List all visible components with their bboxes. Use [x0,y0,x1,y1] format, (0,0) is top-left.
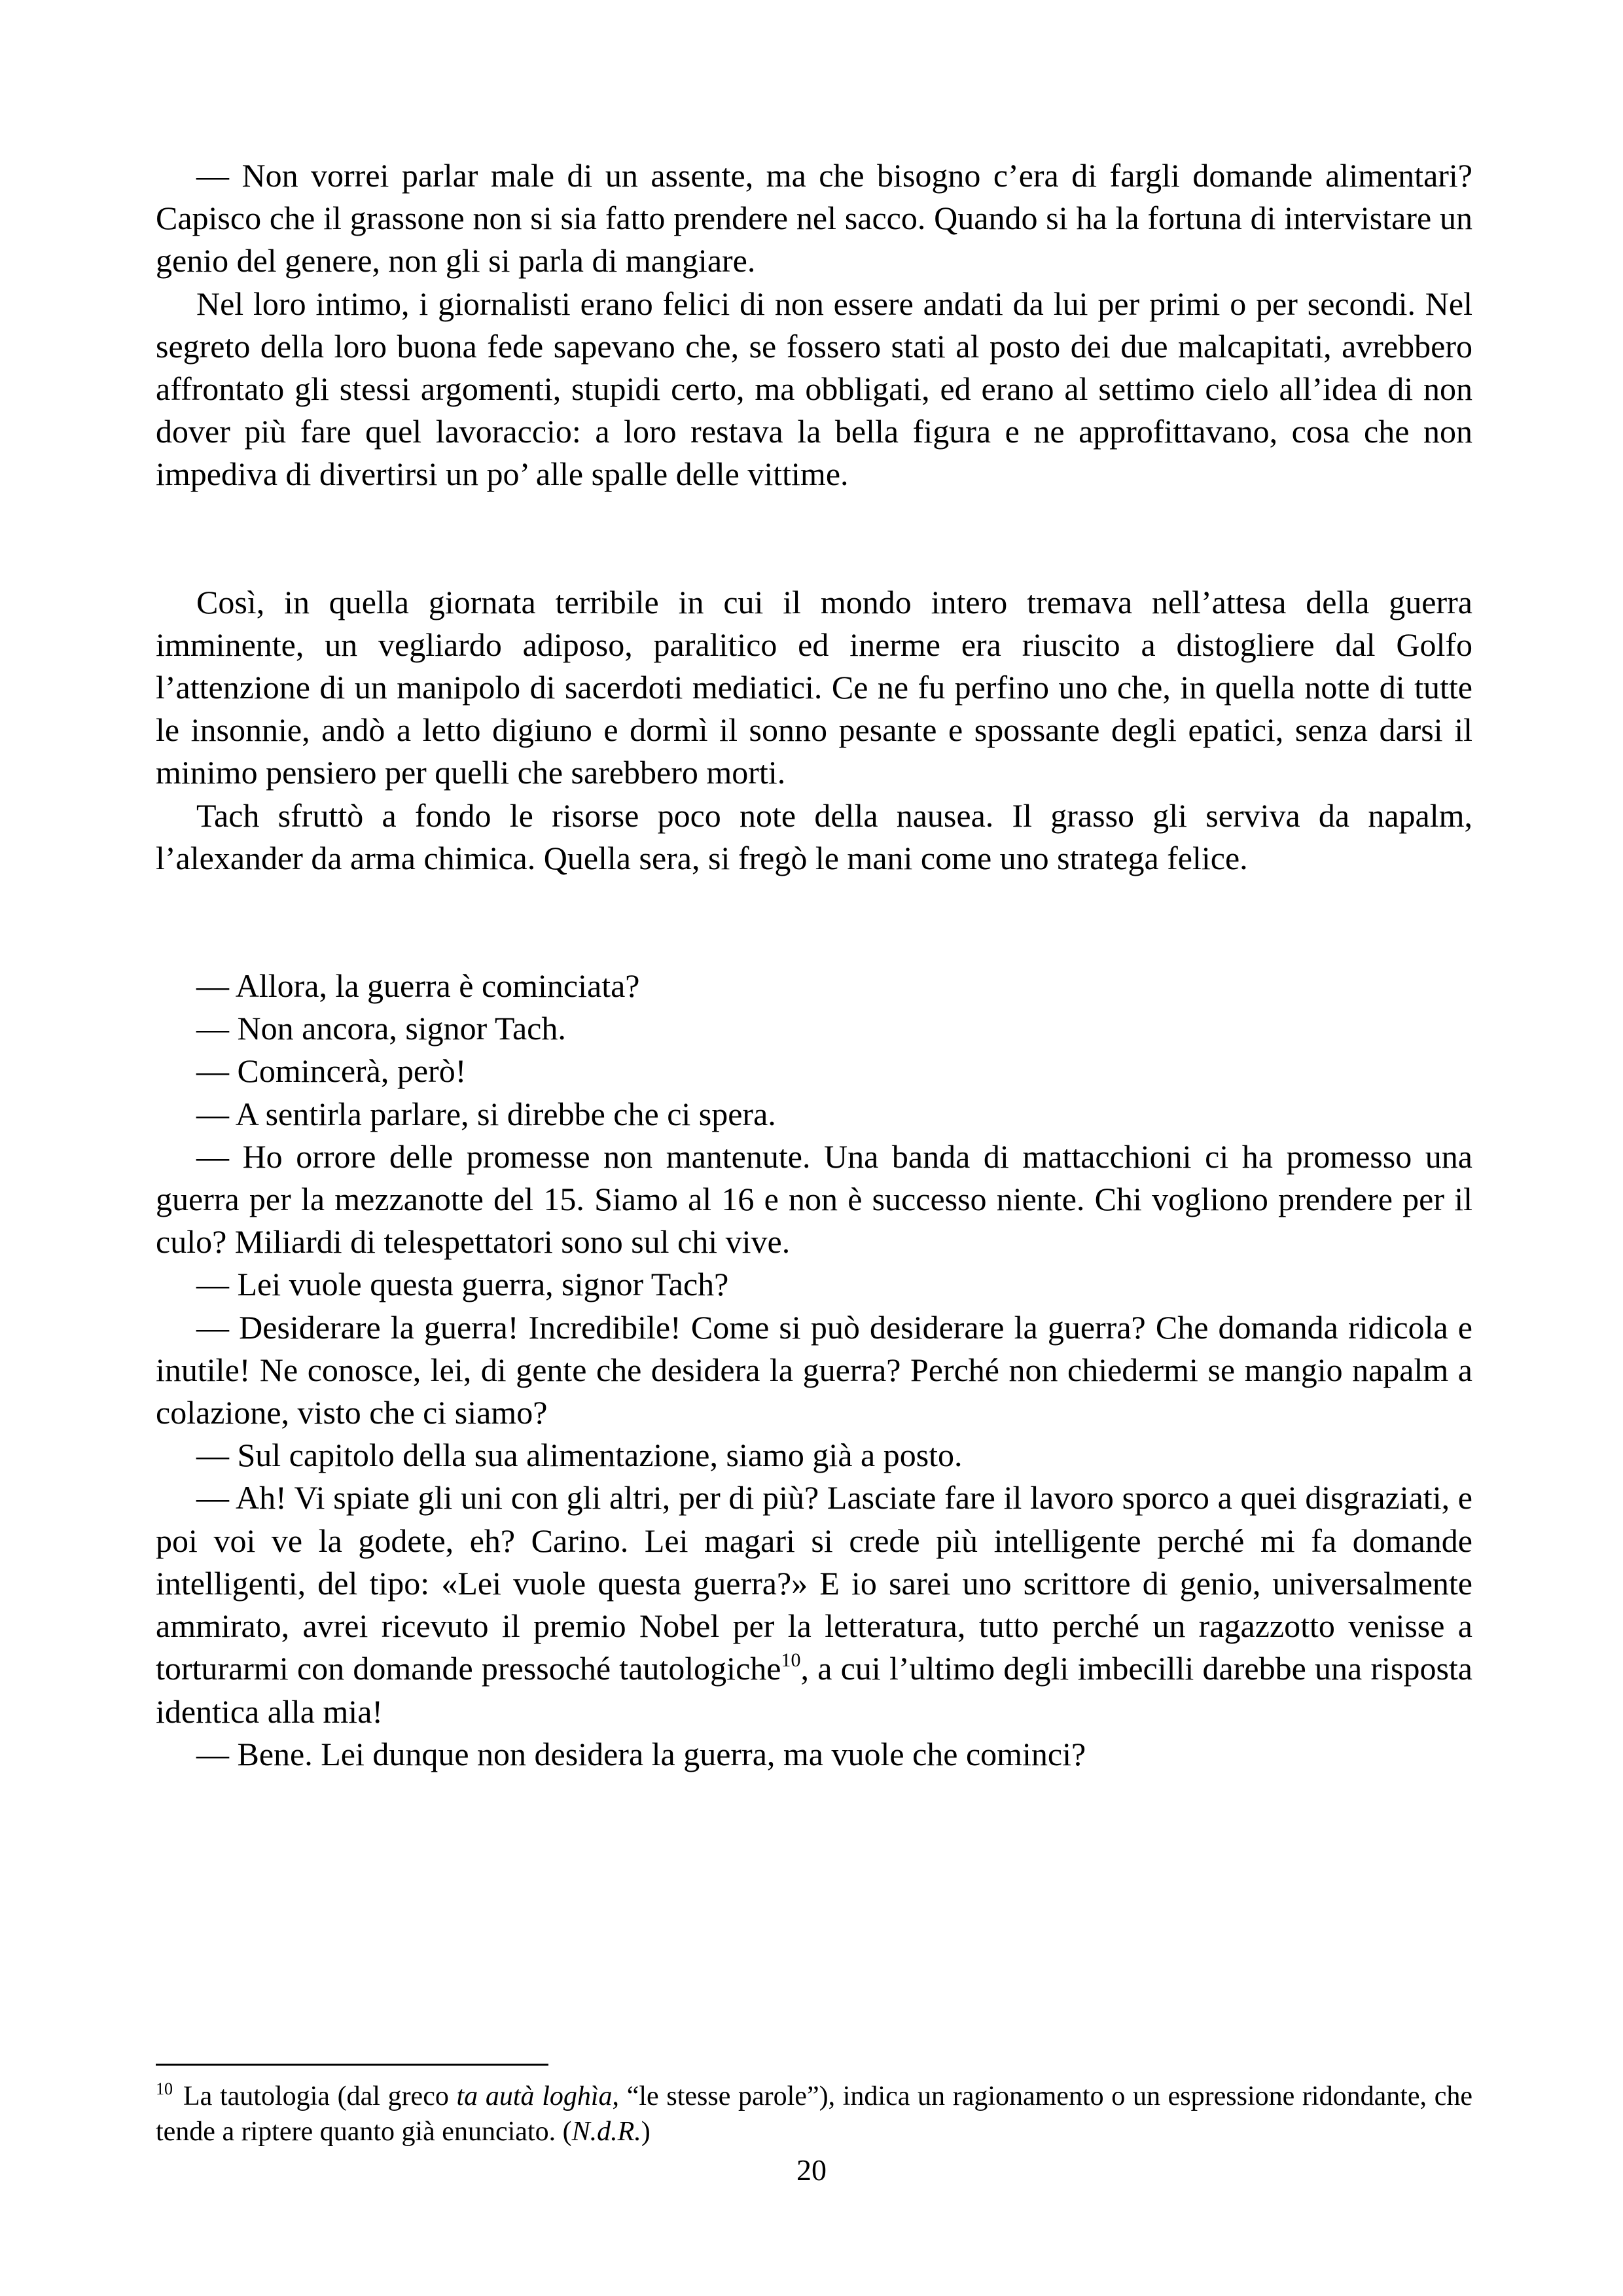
dialogue-line: — Allora, la guerra è cominciata? [196,967,640,1005]
paragraph: Tach sfruttò a fondo le risorse poco note della nausea. Il grasso gli serviva da napalm, l’alexander da arma chimica. Quella sera, si fregò le mani come uno stratega felice. [156,797,1472,876]
dialogue-text: — Ah! Vi spiate gli uni con gli altri, per di più? Lasciate fare il lavoro sporco a quei disgraziati, e poi voi ve la godete, eh? Carino. Lei magari si crede più intelligente perché mi fa domande intelligenti, del tipo: «Lei vuole questa guerra?» E io sarei uno scrittore di genio, universalmente ammirato, avrei ricevuto il premio Nobel per la letteratura, tutto perché un ragazzotto venisse a torturarmi con domande pressoché tautologiche [156,1479,1472,1687]
paragraph: — Non vorrei parlar male di un assente, ma che bisogno c’era di fargli domande alimentari? Capisco che il grassone non si sia fatto prendere nel sacco. Quando si ha la fortuna di intervistare un genio del genere, non gli si parla di mangiare. [156,157,1472,279]
dialogue-line: — A sentirla parlare, si direbbe che ci spera. [196,1095,776,1132]
dialogue-line: — Ho orrore delle promesse non mantenute. Una banda di mattacchioni ci ha promesso una guerra per la mezzanotte del 15. Siamo al 16 e non è successo niente. Chi vogliono prendere per il culo? Miliardi di telespettatori sono sul chi vive. [156,1138,1472,1261]
section-break [156,496,1472,581]
dialogue-text: , a cui l’ultimo degli imbecilli darebbe una risposta identica alla mia! [156,1650,1473,1730]
footnote-text: , “le stesse parole”), indica un ragionamento o un espressione ridondante, che tende a riptere quanto già enunciato. ( [156,2081,1472,2147]
dialogue-line: — Bene. Lei dunque non desidera la guerra, ma vuole che cominci? [196,1735,1086,1772]
footnote-text: La tautologia (dal greco [183,2081,457,2111]
footnote-reference[interactable]: 10 [781,1649,801,1672]
footnote-text: ) [641,2117,651,2147]
paragraph: Nel loro intimo, i giornalisti erano felici di non essere andati da lui per primi o per secondi. Nel segreto della loro buona fede sapevano che, se fossero stati al posto dei due malcapitati, avrebbero affrontato gli stessi argomenti, stupidi certo, ma obbligati, ed erano al settimo cielo all’idea di non dover più fare quel lavoraccio: a loro restava la bella figura e ne approfittavano, cosa che non impediva di divertirsi un po’ alle spalle delle vittime. [156,285,1472,493]
footnote [156,2079,1472,2149]
main-text [156,154,1472,1776]
page-number: 20 [796,2153,827,2187]
dialogue-line: — Sul capitolo della sua alimentazione, siamo già a posto. [196,1437,963,1474]
footnote-mark: 10 [156,2079,173,2098]
footnote-separator [156,2064,548,2066]
paragraph: Così, in quella giornata terribile in cui il mondo intero tremava nell’attesa della guerra imminente, un vegliardo adiposo, paralitico ed inerme era riuscito a distogliere dal Golfo l’attenzione di un manipolo di sacerdoti mediatici. Ce ne fu perfino uno che, in quella notte di tutte le insonnie, andò a letto digiuno e dormì il sonno pesante e spossante degli epatici, senza darsi il minimo pensiero per quelli che sarebbero morti. [156,583,1472,791]
section-break [156,880,1472,965]
dialogue-line: — Lei vuole questa guerra, signor Tach? [196,1266,729,1303]
dialogue-line [156,1477,1472,1732]
footnote-greek-term: ta autà loghìa [456,2081,613,2111]
dialogue-line: — Non ancora, signor Tach. [196,1010,566,1047]
footnote-editor-note: N.d.R. [571,2117,641,2147]
dialogue-line: — Comincerà, però! [196,1052,467,1090]
dialogue-line: — Desiderare la guerra! Incredibile! Come si può desiderare la guerra? Che domanda ridicola e inutile! Ne conosce, lei, di gente che desidera la guerra? Perché non chiedermi se mangio napalm a colazione, visto che ci siamo? [156,1308,1472,1431]
